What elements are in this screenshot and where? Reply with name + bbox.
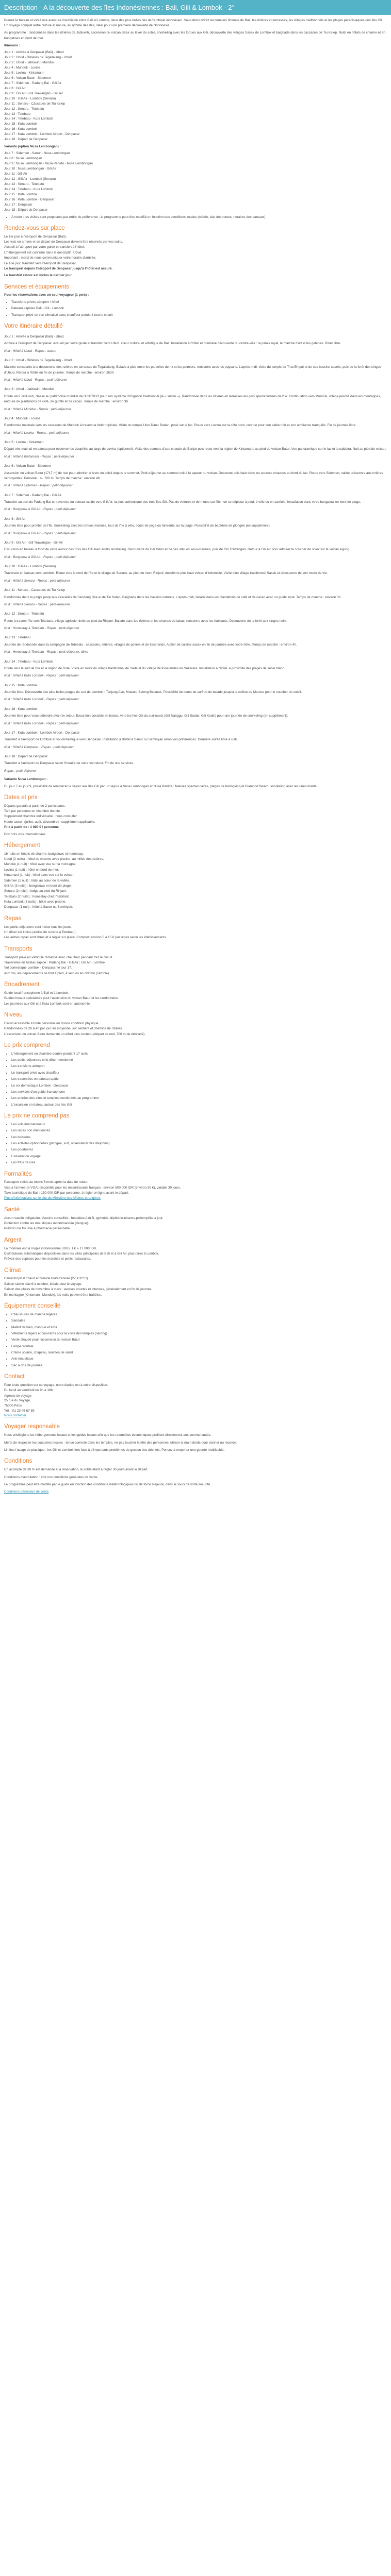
list-item: • Sandales [11,1318,387,1324]
list-item: • Transport privé en van climatisé avec chauffeur pendant tout le circuit [11,313,387,318]
day-meta: Nuit : Hôtel à Kuta Lombok - Repas : petit-déjeuner [4,698,79,702]
text-line: Prévoir des espèces pour les marchés et petits restaurants. [4,1257,91,1261]
day-meta: Nuit : Hôtel à Lovina - Repas : petit-déjeuner [4,431,70,435]
day-meta: Repas : petit-déjeuner [4,769,37,773]
text-line: Lovina (1 nuit) : hôtel en bord de mer. [4,868,59,872]
day-heading: Jour 10 : Gili Air - Lombok (Senaru) [4,565,56,569]
text-line: Les vols en arrivée et en départ de Denpasar doivent être réservés par vos soins. [4,240,123,244]
text-line: Vol domestique Lombok - Denpasar le jour 17. [4,966,72,970]
itinerary-item: Jour 13 : Tetebatu [4,112,31,116]
itinerary-item: Jour 15 : Kuta Lombok [4,192,38,196]
intro-paragraph: Au programme : randonnées dans les rizières de Jatiluwih, ascension du volcan Batur au lever du soleil, snorkeling avec les tortues aux Gili, découverte des villages Sasak de Lombok et baignade dans les cascades de Tiu Kelep. Nuits en hôtels de charme et en bungalows en bord de mer. [4,31,385,40]
list-item: • Bateaux rapides Bali - Gili - Lombok [11,306,387,311]
itinerary-item: Jour 1 : Arrivée à Denpasar (Bali) - Ubud [4,50,64,55]
text-line: Climat tropical chaud et humide toute l'année (27 à 32°C). [4,1277,89,1281]
day-text: Route à travers l'île vers Tetebatu, village agricole niché au pied du Rinjani. Balade dans les rizières et les champs de tabac, rencontre avec les habitants. Découverte de la forêt aux singes noirs. [4,619,288,623]
day-block [4,358,387,383]
text-line: Tetebatu (2 nuits) : homestay chez l'habitant. [4,894,70,899]
conditions-link[interactable]: Conditions générales de vente [4,1490,49,1494]
intro-section [4,18,387,220]
day-block [4,517,387,536]
section-body [4,1467,387,1487]
day-meta: Nuit : Hôtel à Munduk - Repas : petit-déjeuner [4,407,72,411]
text-line: Tél. : 01 23 45 67 89 [4,1409,35,1413]
formalities-link[interactable]: Plus d'informations sur le site du Ministère des Affaires étrangères [4,1196,101,1200]
itinerary-variant-list [4,151,387,212]
text-line: Prévoir une trousse à pharmacie personnelle. [4,1227,71,1231]
section-title: Formalités [4,1171,32,1177]
section-title: Contact [4,1374,25,1380]
text-line: Guides locaux spécialisés pour l'ascension du volcan Batur et les randonnées. [4,996,119,1001]
text-line: Conditions d'annulation : voir nos conditions générales de vente. [4,1475,99,1479]
section-title: Conditions [4,1458,32,1465]
text-line: Limitez l'usage du plastique : les Gili et Lombok font face à d'importants problèmes de gestion des déchets. Pensez à emporter une gourde réutilisable. [4,1448,225,1452]
text-line: Haute saison (juillet, août, décembre) : supplément applicable. [4,820,95,824]
itinerary-item: Jour 6 : Volcan Batur - Sidemen [4,76,51,80]
price-title: Prix à partir de : 1 890 € / personne [4,825,59,829]
contact-link[interactable]: Nous contacter [4,1414,26,1418]
section-body [4,1021,387,1037]
section-body [4,1383,387,1394]
list-item: • Les services d'un guide francophone [11,1090,387,1095]
text-line: Accueil à l'aéroport par votre guide et transfert à l'hôtel. [4,245,85,249]
text-line: Kuta Lombok (3 nuits) : hôtel avec piscine. [4,900,67,904]
day-meta: Nuit : Hôtel à Kuta Lombok - Repas : petit-déjeuner [4,674,79,678]
section-climate [4,1267,387,1298]
text-line: Randonnées de 2h à 4h par jour en moyenne, sur sentiers et chemins de rizières. [4,1027,123,1031]
day-text: Départ très matinal en bateau pour observer les dauphins au large de Lovina (optionnel). Visite des sources d'eau chaude de Banjar puis route vers la région de Kintamani, au pied du volcan Batur. Vue panoramique sur le lac et la caldeira. Nuit au pied du volcan. [4,447,386,451]
itinerary-item: Jour 11 : Senaru - Cascades de Tiu Kelep [4,101,66,106]
day-text: Traversée en bateau vers Lombok. Route vers le nord de l'île et le village de Senaru, au pied du mont Rinjani, deuxième plus haut volcan d'Indonésie. Visite d'un village traditionnel Sasak et découverte de son mode de vie. [4,571,328,575]
day-text: Route vers le sud de l'île et la région de Kuta. Visite en route du village traditionnel de Sade et du village de tisserandes de Sukarara. Installation à l'hôtel, à proximité des plages de sable blanc. [4,666,285,670]
list-item: • Chaussures de marche légères [11,1312,387,1317]
text-line: 16 nuits en hôtels de charme, bungalows et homestay. [4,852,84,856]
list-item: • Les transferts aéroport [11,1064,387,1069]
day-meta: Nuit : Hôtel à Senaru - Repas : petit-déjeuner [4,602,70,606]
day-heading: Jour 8 : Gili Air [4,517,26,521]
text-line: Passeport valide au moins 6 mois après la date de retour. [4,1180,89,1184]
list-item: • Crème solaire, chapeau, lunettes de soleil [11,1350,387,1355]
day-block [4,635,387,655]
text-line: Denpasar (1 nuit) : hôtel à Sanur ou Seminyak. [4,905,73,909]
text-line: Distributeurs automatiques disponibles dans les villes principales de Bali et à Gili Air, plus rares à Lombok. [4,1251,159,1256]
itinerary-item: Jour 10 : Gili Air - Lombok (Senaru) [4,96,56,100]
day-heading: Jour 3 : Ubud - Jatiluwih - Munduk [4,387,54,392]
section-title: Le prix comprend [4,1042,50,1048]
section-title: Santé [4,1206,20,1213]
itinerary-item: Jour 18 : Départ de Denpasar [4,138,48,142]
itinerary-item: Jour 14 : Tetebatu - Kuta Lombok [4,187,53,191]
day-text: Transfert à l'aéroport de Lombok et vol domestique vers Denpasar. Installation à l'hôtel à Sanur ou Seminyak selon vos préférences. Dernière soirée libre à Bali. [4,738,238,742]
text-line: Munduk (1 nuit) : hôtel avec vue sur la montagne. [4,862,77,867]
day-heading: Jour 9 : Gili Air - Gili Trawangan - Gili Air [4,540,63,545]
day-block [4,612,387,631]
section-title: Équipement conseillé [4,1302,61,1309]
section-body [4,925,387,941]
list-item: • L'excursion en bateau autour des îles Gili [11,1103,387,1108]
text-line: Important : merci de nous communiquer votre horaire d'arrivée. [4,256,96,260]
day-meta: Nuit : Homestay à Tetebatu - Repas : petit-déjeuner [4,626,79,631]
list-item: • Sac à dos de journée [11,1363,387,1368]
text-line: Taxe touristique de Bali : 150 000 IDR par personne, à régler en ligne avant le départ. [4,1191,129,1195]
section-title: Dates et prix [4,794,38,801]
text-line: Protection contre les moustiques recommandée (dengue). [4,1221,89,1225]
day-block [4,464,387,489]
section-title: Voyager responsable [4,1423,60,1430]
itinerary-item: Jour 17 : Kuta Lombok - Lombok Airport - Denpasar [4,132,80,137]
text-line: 75000 Paris [4,1403,22,1408]
text-line: Supplément chambre individuelle : nous consulter. [4,815,78,819]
day-meta: Nuit : Hôtel à Denpasar - Repas : petit-déjeuner [4,745,74,749]
list-item: • L'hébergement en chambre double pendant 17 nuits [11,1052,387,1057]
text-line: Visa à l'arrivée (e-VOA) disponible pour les ressortissants français : environ 500 000 IDR (environ 30 €), valable 30 jours. [4,1185,181,1190]
day-meta: Nuit : Bungalow à Gili Air - Repas : petit-déjeuner [4,531,76,535]
day-block [4,387,387,412]
section-title: Argent [4,1236,22,1243]
itinerary-item: Jour 12 : Gili Air - Lombok (Senaru) [4,177,56,181]
itinerary-item: Jour 8 : Gili Air [4,86,26,90]
list-item: • Veste chaude pour l'ascension du volcan Batur [11,1337,387,1343]
day-heading: Jour 18 : Départ de Denpasar [4,755,48,759]
list-item: • Les repas non mentionnés [11,1128,387,1133]
section-level [4,1012,387,1037]
itinerary-item: Jour 7 : Sidemen - Sanur - Nusa Lembongan [4,151,70,156]
day-text: Journée libre. Découverte des plus belles plages du sud de Lombok : Tanjung Aan, Mawun, Selong Belanak. Possibilité de cours de surf ou de balade jusqu'à la colline de Merese pour le coucher du soleil. [4,690,302,694]
itinerary-variant-title: Variante (option Nusa Lembongan) : [4,145,61,149]
section-services [4,284,387,318]
section-dates [4,794,387,837]
text-line: Kintamani (1 nuit) : hôtel avec vue sur le volcan. [4,873,75,877]
section-title: Votre itinéraire détaillé [4,323,63,329]
day-meta: Nuit : Hôtel à Sidemen - Repas : petit-déjeuner [4,484,73,488]
list-item: • Les activités optionnelles (plongée, surf, observation des dauphins) [11,1141,387,1146]
text-line: Un acompte de 30 % est demandé à la réservation, le solde étant à régler 30 jours avant le départ. [4,1468,149,1472]
notice-item: • À noter : les visites sont proposées par ordre de préférence ; le programme peut être modifié en fonction des conditions locales (météo, état des routes, horaires des bateaux). [11,215,387,220]
text-line: Pour toute question sur ce voyage, notre équipe est à votre disposition. [4,1383,108,1387]
section-body [4,804,387,825]
itinerary-item: Jour 13 : Senaru - Tetebatu [4,182,44,186]
section-bold-list [4,266,387,279]
excluded-list [11,1122,387,1166]
list-item: • Vêtements légers et couvrants pour la visite des temples (sarong) [11,1331,387,1336]
list-item: • Les traversées en bateau rapide [11,1077,387,1082]
day-heading: Jour 17 : Kuta Lombok - Lombok Airport - Denpasar [4,731,80,735]
itinerary-item: Jour 8 : Nusa Lembongan [4,157,42,161]
text-line: Le transport depuis l'aéroport de Denpasar jusqu'à l'hôtel est assuré. [4,266,113,270]
text-line: 25 rue du Voyage [4,1399,30,1403]
section-title: Niveau [4,1012,23,1018]
day-heading: Jour 2 : Ubud - Rizières de Tegallalang - Ubud [4,358,72,362]
day-meta: Nuit : Hôtel à Ubud - Repas : aucun [4,349,56,353]
main-content [0,15,391,1516]
section-title: Climat [4,1267,21,1274]
section-itinerary [4,323,387,789]
day-heading: Jour 13 : Tetebatu [4,636,31,640]
section-body [4,1216,387,1232]
text-line: La monnaie est la roupie indonésienne (IDR). 1 € ≈ 17 000 IDR. [4,1246,97,1250]
section-meals [4,916,387,941]
day-block [4,754,387,774]
text-line: Les petits-déjeuners sont inclus tous les jours. [4,925,72,929]
list-item: • L'assurance voyage [11,1154,387,1159]
text-line: L'ascension du volcan Batur demande un effort plus soutenu (départ de nuit, 700 m de dénivelé). [4,1032,145,1036]
day-heading: Jour 7 : Sidemen - Padang Bai - Gili Air [4,493,62,497]
section-body [4,1246,387,1262]
section-body [4,991,387,1007]
text-line: Le transfert retour est inclus le dernier jour. [4,274,73,278]
section-title: Repas [4,915,22,922]
day-text: Journée libre pour vous détendre avant le retour. Excursion possible en bateau vers les îles Gili du sud-ouest (Gili Nanggu, Gili Sudak, Gili Kedis) pour une journée de snorkeling (en supplément). [4,714,288,718]
itinerary-item: Jour 3 : Ubud - Jatiluwih - Munduk [4,61,54,65]
title-banner [0,0,391,15]
section-included [4,1042,387,1108]
list-item: • Lampe frontale [11,1344,387,1349]
day-text: Route vers Jatiluwih, classé au patrimoine mondial de l'UNESCO pour son système d'irrigation traditionnel (le « subak »). Randonnée dans les rizières en terrasses les plus spectaculaires de l'île. Continuation vers Munduk, village perché dans les montagnes, entouré de plantations de café, de girofle et de cacao. Temps de marche : environ 3h. [4,394,381,404]
section-money [4,1237,387,1262]
contact-address [4,1394,387,1413]
variant-text: Du jour 7 au jour 9, possibilité de remplacer le séjour aux îles Gili par un séjour à Nusa Lembongan et Nusa Penida : falaises spectaculaires, plages de Kelingking et Diamond Beach, snorkeling avec les raies manta. [4,784,318,788]
list-item: • Les entrées des sites et temples mentionnés au programme [11,1096,387,1101]
text-line: Aucun vaccin obligatoire. Vaccins conseillés : hépatites A et B, typhoïde, diphtérie-tétanos-poliomyélite à jour. [4,1216,164,1220]
section-body [4,234,387,266]
list-item: • Les frais de visa [11,1160,387,1165]
itinerary-list [4,50,387,142]
day-heading: Jour 14 : Tetebatu - Kuta Lombok [4,659,53,664]
itinerary-title: Itinéraire : [4,44,20,48]
section-transport [4,946,387,976]
text-line: L'hébergement est confirmé dans le descriptif : Ubud. [4,250,83,255]
text-line: Tarif par personne en chambre double. [4,809,61,814]
text-line: Merci de respecter les coutumes locales : tenue correcte dans les temples, ne pas toucher la tête des personnes, utiliser la main droite pour donner ou recevoir. [4,1440,237,1445]
day-block [4,683,387,703]
day-meta: Nuit : Bungalow à Gili Air - Repas : petit-déjeuner [4,555,76,559]
day-meta: Nuit : Hôtel à Kintamani - Repas : petit-déjeuner [4,454,74,459]
list-item: • Les boissons [11,1135,387,1140]
day-meta: Nuit : Bungalow à Gili Air - Repas : petit-déjeuner [4,507,76,512]
day-text: Journée libre pour profiter de l'île. Snorkeling avec les tortues marines, tour de l'île à vélo, cours de yoga ou farniente sur la plage. Possibilité de baptême de plongée (en supplément). [4,524,271,528]
section-body [4,955,387,977]
text-line: Circuit accessible à toute personne en bonne condition physique. [4,1021,100,1025]
itinerary-item: Jour 7 : Sidemen - Padang Bai - Gili Air [4,81,62,85]
section-title: Services et équipements [4,283,69,290]
day-heading: Jour 12 : Senaru - Tetebatu [4,612,44,616]
day-meta: Nuit : Hôtel à Senaru - Repas : petit-déjeuner [4,579,70,583]
day-block [4,707,387,726]
text-line: Le 18e jour, transfert vers l'aéroport de Denpasar. [4,261,77,265]
day-heading: Jour 16 : Kuta Lombok [4,707,38,711]
intro-paragraph: Prenez le bateau et vivez une aventure inoubliable entre Bali et Lombok, deux des plus belles îles de l'archipel indonésien. Vous découvrirez les temples hindous de Bali, les rizières en terrasses, les villages traditionnels et les plages paradisiaques des îles Gili. Un voyage complet entre culture et nature, au rythme des îles, idéal pour une première découverte de l'Indonésie. [4,18,384,27]
itinerary-item: Jour 9 : Gili Air - Gili Trawangan - Gili Air [4,91,63,95]
itinerary-item: Jour 11 : Gili Air [4,172,27,176]
day-block [4,731,387,750]
list-item: • Transferts privés aéroport / hôtel [11,300,387,305]
day-text: Transfert à l'aéroport de Denpasar selon l'horaire de votre vol retour. Fin de nos services. [4,761,134,766]
services-list [11,300,387,318]
section-formalities [4,1171,387,1201]
day-heading: Jour 6 : Volcan Batur - Sidemen [4,464,51,468]
day-heading: Jour 15 : Kuta Lombok [4,683,38,687]
services-intro: Pour les réservations avec un seul voyageur (1 pers) : [4,293,89,297]
day-text: Journée de randonnée dans la campagne de Tetebatu : cascades, rizières, villages de potiers et de tisserands. Atelier de cuisine sasak en fin de journée avec votre hôte. Temps de marche : environ 4h. [4,642,297,647]
itinerary-item: Jour 9 : Nusa Lembongan - Nusa Penida - Nusa Lembongan [4,162,93,166]
day-heading: Jour 4 : Munduk - Lovina [4,416,41,420]
itinerary-item: Jour 5 : Lovina - Kintamani [4,71,44,75]
section-excluded [4,1113,387,1165]
text-line: En montagne (Kintamani, Munduk), les nuits peuvent être fraîches. [4,1293,102,1297]
notice-list [11,215,387,220]
included-list [11,1052,387,1108]
section-body [4,1433,387,1453]
text-line: Transport privé en véhicule climatisé avec chauffeur pendant tout le circuit. [4,955,113,959]
gear-list [11,1312,387,1368]
itinerary-item: Jour 16 : Kuta Lombok [4,127,38,131]
page-title: Description - A la découverte des îles Indonésiennes : Bali, Gili & Lombok - 2° [4,4,235,11]
day-text: Randonnée dans la jungle jusqu'aux cascades de Sendang Gile et de Tiu Kelep. Baignade dans les bassins naturels. L'après-midi, balade dans les plantations de café et de cacao avec un guide local. Temps de marche : environ 3h. [4,595,341,599]
day-heading: Jour 1 : Arrivée à Denpasar (Bali) - Ubud [4,334,64,338]
itinerary-item: Jour 10 : Nusa Lembongan - Gili Air [4,167,57,171]
day-text: Transfert au port de Padang Bai et traversée en bateau rapide vers Gili Air, la plus authentique des trois îles Gili. Pas de voitures ni de motos sur l'île : on se déplace à pied, à vélo ou en carriole. Installation dans votre bungalow en bord de plage. [4,500,361,504]
text-line: Le programme peut être modifié par le guide en fonction des conditions météorologiques ou de force majeure, dans le souci de votre sécurité. [4,1482,211,1486]
text-line: Un dîner est inclus (atelier de cuisine à Tetebatu). [4,930,77,935]
itinerary-item: Jour 12 : Senaru - Tetebatu [4,107,44,111]
section-contact [4,1374,387,1418]
day-block [4,334,387,354]
section-body [4,1276,387,1298]
days-list [4,334,387,774]
section-title: Hébergement [4,842,40,849]
day-text: Randonnée matinale vers les cascades de Munduk à travers la forêt tropicale. Visite du temple Ulun Danu Bratan, posé sur le lac. Route vers Lovina sur la côte nord, connue pour son sable noir et son ambiance tranquille. Fin de journée libre. [4,423,356,428]
section-responsible [4,1423,387,1453]
day-block [4,416,387,436]
itinerary-item: Jour 16 : Kuta Lombok - Denpasar [4,197,55,201]
day-text: Matinée consacrée à la découverte des rizières en terrasses de Tegallalang. Balade à pied entre les parcelles de riz et les palmiers, rencontre avec les paysans. L'après-midi, visite du temple de Tirta Empul et de ses bassins sacrés, puis de la forêt des singes d'Ubud. Retour à l'hôtel en fin de journée. Temps de marche : environ 2h30. [4,365,381,375]
text-line: Gili Air (3 nuits) : bungalows en bord de plage. [4,884,72,888]
variant-title: Variante Nusa Lembongan : [4,777,48,782]
section-body [4,1180,387,1196]
text-line: Nous privilégions les hébergements locaux et les guides locaux afin que les retombées économiques profitent directement aux communautés. [4,1433,211,1437]
section-title: Encadrement [4,981,40,988]
text-line: Aux Gili, les déplacements se font à pied, à vélo ou en cidomo (carriole). [4,971,110,975]
section-title: Transports [4,945,32,952]
list-item: • Le transport privé avec chauffeur [11,1071,387,1076]
list-item: • Le vol domestique Lombok - Denpasar [11,1083,387,1089]
text-line: Saison sèche d'avril à octobre, idéale pour le voyage. [4,1282,83,1286]
itinerary-item: Jour 18 : Départ de Denpasar [4,208,48,212]
list-item: • Maillot de bain, masque et tuba [11,1325,387,1330]
text-line: Agence de voyage [4,1394,31,1398]
section-conditions [4,1458,387,1495]
text-line: Senaru (2 nuits) : lodge au pied du Rinjani. [4,889,67,893]
day-meta: Nuit : Hôtel à Kuta Lombok - Repas : petit-déjeuner [4,721,79,725]
text-line: Le 1er jour à l'aéroport de Denpasar (Bali). [4,234,67,239]
price-note: Prix hors vols internationaux. [4,832,47,836]
day-block [4,540,387,560]
text-line: Sidemen (1 nuit) : hôtel au cœur de la vallée. [4,878,70,883]
section-title: Le prix ne comprend pas [4,1113,70,1120]
itinerary-item: Jour 14 : Tetebatu - Kuta Lombok [4,117,53,121]
text-line: Départs garantis à partir de 2 participants. [4,804,66,808]
section-title: Rendez-vous sur place [4,225,65,231]
text-line: Les autres repas sont libres et à régler sur place. Comptez environ 5 à 15 € par repas selon les établissements. [4,936,167,940]
itinerary-item: Jour 2 : Ubud - Rizières de Tegallalang - Ubud [4,56,72,60]
day-block [4,564,387,584]
section-gear [4,1303,387,1368]
day-block [4,659,387,679]
day-block [4,493,387,513]
text-line: Du lundi au vendredi de 9h à 18h. [4,1388,54,1393]
text-line: Traversées en bateau rapide : Padang Bai - Gili Air ; Gili Air - Lombok. [4,960,106,964]
list-item: • Les vols internationaux [11,1122,387,1127]
day-meta: Nuit : Homestay à Tetebatu - Repas : petit-déjeuner, dîner [4,650,89,654]
section-body [4,852,387,910]
text-line: Guide local francophone à Bali et à Lombok. [4,991,69,995]
day-text: Excursion en bateau à fond de verre autour des trois îles Gili avec arrêts snorkeling. Découverte de Gili Meno et de ses statues sous-marines, puis de Gili Trawangan. Retour à Gili Air pour admirer le coucher de soleil sur le volcan Agung. [4,548,350,552]
list-item: • Les petits-déjeuners et le dîner mentionné [11,1058,387,1063]
text-line: Saison des pluies de novembre à mars : averses courtes et intenses, généralement en fin de journée. [4,1287,153,1292]
list-item: • Anti-moustique [11,1357,387,1362]
day-heading: Jour 5 : Lovina - Kintamani [4,440,44,445]
itinerary-item: Jour 15 : Kuta Lombok [4,122,38,126]
section-health [4,1207,387,1232]
text-line: Les journées aux Gili et à Kuta Lombok sont en autonomie. [4,1002,91,1006]
itinerary-item: Jour 4 : Munduk - Lovina [4,66,41,70]
day-meta: Nuit : Hôtel à Ubud - Repas : petit-déjeuner [4,378,68,382]
day-block [4,588,387,607]
day-heading: Jour 11 : Senaru - Cascades de Tiu Kelep [4,588,66,592]
day-block [4,440,387,460]
text-line: Ubud (2 nuits) : hôtel de charme avec piscine, au milieu des rizières. [4,857,104,861]
list-item: • Les pourboires [11,1147,387,1153]
day-text: Arrivée à l'aéroport de Denpasar. Accueil par votre guide et transfert vers Ubud, cœur culturel et artistique de Bali. Installation à l'hôtel et première découverte du centre-ville : le palais royal, le marché d'art et les galeries. Dîner libre. [4,342,341,346]
day-text: Ascension du volcan Batur (1717 m) de nuit pour admirer le lever du soleil depuis le sommet. Petit-déjeuner au sommet cuit à la vapeur du volcan. Descente puis bain dans les sources chaudes au bord du lac. Route vers Sidemen, vallée préservée aux rizières verdoyantes. Dénivelé : +/- 700 m. Temps de marche : environ 4h. [4,471,383,480]
section-guide [4,981,387,1007]
section-rendez-vous [4,225,387,279]
section-hotels [4,842,387,910]
itinerary-item: Jour 17 : Denpasar [4,202,32,207]
